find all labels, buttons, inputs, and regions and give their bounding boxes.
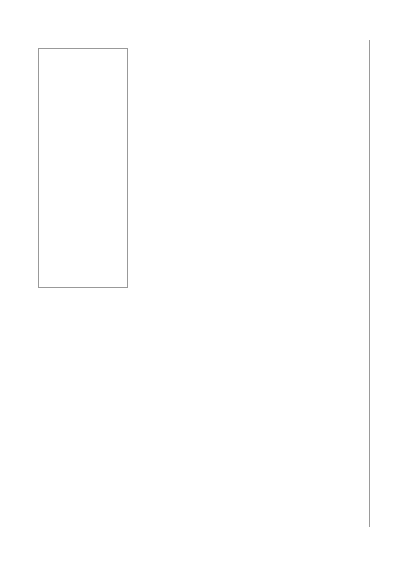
column-rule [369,40,370,527]
lower-body-text [62,310,362,550]
caption-box [38,48,128,288]
caption-heading [89,57,117,277]
